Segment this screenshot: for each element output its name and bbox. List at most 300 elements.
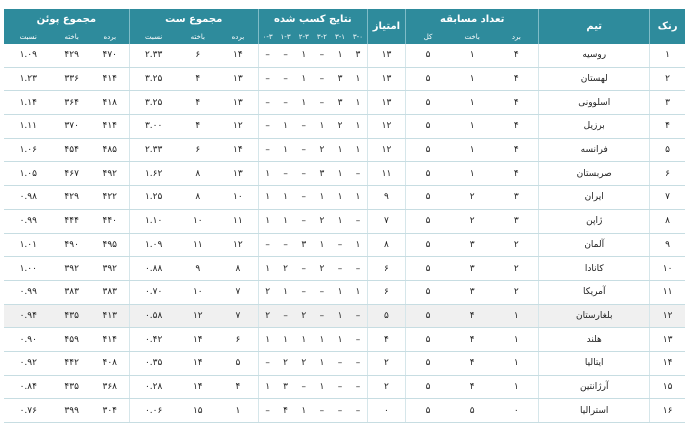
result-2-3-cell: – xyxy=(295,186,313,210)
standings-table xyxy=(4,9,685,423)
result-2-3-cell: – xyxy=(295,375,313,399)
result-3-2-cell: ۲ xyxy=(313,138,331,162)
wins-cell: ۱ xyxy=(494,351,538,375)
wins-cell: ۴ xyxy=(494,91,538,115)
header-pts-won: برده xyxy=(91,29,129,44)
losses-cell: ۱ xyxy=(450,91,494,115)
wins-cell: ۳ xyxy=(494,186,538,210)
team-cell: کانادا xyxy=(539,257,650,281)
result-3-2-cell: ۱ xyxy=(313,328,331,352)
sets-won-cell: ۱۰ xyxy=(218,186,258,210)
result-3-1-cell: ۱ xyxy=(331,44,349,67)
points-lost-cell: ۳۳۶ xyxy=(53,67,91,91)
team-cell: آلمان xyxy=(539,233,650,257)
result-3-1-cell: ۳ xyxy=(331,67,349,91)
points-won-cell: ۴۰۸ xyxy=(91,351,129,375)
result-3-1-cell: ۱ xyxy=(331,304,349,328)
total-cell: ۵ xyxy=(406,375,450,399)
rank-cell: ۱۳ xyxy=(650,328,685,352)
points-cell: ۱۳ xyxy=(367,67,405,91)
sets-won-cell: ۱۳ xyxy=(218,91,258,115)
points-cell: ۲ xyxy=(367,351,405,375)
wins-cell: ۴ xyxy=(494,115,538,139)
result-1-3-cell: ۱ xyxy=(277,138,295,162)
losses-cell: ۱ xyxy=(450,44,494,67)
result-0-3-cell: ۱ xyxy=(258,209,276,233)
result-3-2-cell: ۲ xyxy=(313,209,331,233)
result-3-2-cell: – xyxy=(313,67,331,91)
points-ratio-cell: ۱.۲۳ xyxy=(4,67,53,91)
result-3-0-cell: ۱ xyxy=(349,91,367,115)
result-3-0-cell: – xyxy=(349,399,367,423)
losses-cell: ۳ xyxy=(450,257,494,281)
sets-lost-cell: ۴ xyxy=(178,115,218,139)
result-0-3-cell: ۱ xyxy=(258,375,276,399)
sets-won-cell: ۴ xyxy=(218,375,258,399)
table-row xyxy=(4,328,685,352)
rank-cell: ۱۴ xyxy=(650,351,685,375)
team-cell: لهستان xyxy=(539,67,650,91)
sets-ratio-cell: ۲.۳۳ xyxy=(129,44,177,67)
points-cell: ۷ xyxy=(367,209,405,233)
result-0-3-cell: ۲ xyxy=(258,280,276,304)
result-0-3-cell: ۲ xyxy=(258,304,276,328)
sets-won-cell: ۱۳ xyxy=(218,162,258,186)
result-3-2-cell: – xyxy=(313,399,331,423)
result-2-3-cell: ۱ xyxy=(295,328,313,352)
result-1-3-cell: ۱ xyxy=(277,280,295,304)
team-cell: صربستان xyxy=(539,162,650,186)
header-pts: مجموع پوئن xyxy=(4,9,129,29)
result-3-1-cell: ۳ xyxy=(331,91,349,115)
points-cell: ۱۳ xyxy=(367,44,405,67)
sets-won-cell: ۸ xyxy=(218,257,258,281)
points-cell: ۰ xyxy=(367,399,405,423)
points-cell: ۱۳ xyxy=(367,91,405,115)
result-3-2-cell: ۲ xyxy=(313,257,331,281)
result-2-3-cell: – xyxy=(295,115,313,139)
result-3-2-cell: – xyxy=(313,280,331,304)
table-header xyxy=(4,9,685,44)
sets-ratio-cell: ۱.۰۹ xyxy=(129,233,177,257)
points-lost-cell: ۴۵۹ xyxy=(53,328,91,352)
result-3-2-cell: ۱ xyxy=(313,233,331,257)
losses-cell: ۳ xyxy=(450,233,494,257)
result-1-3-cell: ۳ xyxy=(277,375,295,399)
result-0-3-cell: – xyxy=(258,91,276,115)
result-3-1-cell: ۲ xyxy=(331,115,349,139)
points-ratio-cell: ۰.۸۴ xyxy=(4,375,53,399)
team-cell: آرژانتین xyxy=(539,375,650,399)
points-lost-cell: ۳۶۴ xyxy=(53,91,91,115)
result-3-1-cell: ۱ xyxy=(331,328,349,352)
result-3-0-cell: – xyxy=(349,304,367,328)
sets-won-cell: ۱۲ xyxy=(218,115,258,139)
team-cell: هلند xyxy=(539,328,650,352)
rank-cell: ۱۱ xyxy=(650,280,685,304)
sets-lost-cell: ۱۴ xyxy=(178,328,218,352)
result-0-3-cell: – xyxy=(258,115,276,139)
table-row xyxy=(4,257,685,281)
result-0-3-cell: – xyxy=(258,351,276,375)
sets-ratio-cell: ۰.۲۸ xyxy=(129,375,177,399)
header-r30: ۳-۰ xyxy=(349,29,367,44)
header-r31: ۳-۱ xyxy=(331,29,349,44)
table-row xyxy=(4,115,685,139)
header-win: برد xyxy=(494,29,538,44)
header-r03: ۰-۳ xyxy=(258,29,276,44)
points-won-cell: ۴۱۴ xyxy=(91,328,129,352)
rank-cell: ۱۲ xyxy=(650,304,685,328)
sets-lost-cell: ۴ xyxy=(178,67,218,91)
points-lost-cell: ۴۴۴ xyxy=(53,209,91,233)
result-0-3-cell: – xyxy=(258,138,276,162)
table-row xyxy=(4,67,685,91)
sets-ratio-cell: ۳.۰۰ xyxy=(129,115,177,139)
sets-won-cell: ۱۱ xyxy=(218,209,258,233)
points-cell: ۲ xyxy=(367,375,405,399)
result-2-3-cell: ۲ xyxy=(295,304,313,328)
result-3-1-cell: ۱ xyxy=(331,280,349,304)
points-ratio-cell: ۰.۹۴ xyxy=(4,304,53,328)
rank-cell: ۱۰ xyxy=(650,257,685,281)
total-cell: ۵ xyxy=(406,44,450,67)
table-row xyxy=(4,351,685,375)
table-row xyxy=(4,233,685,257)
total-cell: ۵ xyxy=(406,115,450,139)
team-cell: ایتالیا xyxy=(539,351,650,375)
sets-won-cell: ۱۲ xyxy=(218,233,258,257)
result-3-0-cell: ۳ xyxy=(349,44,367,67)
points-cell: ۹ xyxy=(367,186,405,210)
result-1-3-cell: – xyxy=(277,162,295,186)
header-pts-lost: باخته xyxy=(53,29,91,44)
header-results: نتایج کسب شده xyxy=(258,9,367,29)
sets-lost-cell: ۴ xyxy=(178,91,218,115)
wins-cell: ۴ xyxy=(494,67,538,91)
result-0-3-cell: ۱ xyxy=(258,328,276,352)
points-won-cell: ۴۱۴ xyxy=(91,115,129,139)
total-cell: ۵ xyxy=(406,351,450,375)
wins-cell: ۰ xyxy=(494,399,538,423)
result-3-1-cell: – xyxy=(331,399,349,423)
sets-lost-cell: ۹ xyxy=(178,257,218,281)
total-cell: ۵ xyxy=(406,280,450,304)
result-3-0-cell: ۱ xyxy=(349,67,367,91)
points-lost-cell: ۴۹۰ xyxy=(53,233,91,257)
points-won-cell: ۳۸۳ xyxy=(91,280,129,304)
header-sets-ratio: نسبت xyxy=(129,29,177,44)
rank-cell: ۲ xyxy=(650,67,685,91)
result-0-3-cell: ۱ xyxy=(258,186,276,210)
sets-won-cell: ۱۳ xyxy=(218,67,258,91)
result-1-3-cell: ۱ xyxy=(277,115,295,139)
header-points: امتیاز xyxy=(367,9,405,44)
result-1-3-cell: – xyxy=(277,304,295,328)
sets-lost-cell: ۸ xyxy=(178,186,218,210)
points-lost-cell: ۳۹۲ xyxy=(53,257,91,281)
points-cell: ۶ xyxy=(367,257,405,281)
rank-cell: ۸ xyxy=(650,209,685,233)
sets-ratio-cell: ۱.۱۰ xyxy=(129,209,177,233)
result-3-2-cell: – xyxy=(313,91,331,115)
result-3-0-cell: ۱ xyxy=(349,115,367,139)
standings-table-wrapper xyxy=(4,9,685,423)
points-ratio-cell: ۱.۰۰ xyxy=(4,257,53,281)
wins-cell: ۲ xyxy=(494,257,538,281)
result-2-3-cell: – xyxy=(295,280,313,304)
sets-ratio-cell: ۰.۳۵ xyxy=(129,351,177,375)
header-rank: رنک xyxy=(650,9,685,44)
points-ratio-cell: ۱.۱۴ xyxy=(4,91,53,115)
result-3-2-cell: ۱ xyxy=(313,351,331,375)
sets-lost-cell: ۸ xyxy=(178,162,218,186)
table-row xyxy=(4,375,685,399)
result-3-1-cell: – xyxy=(331,233,349,257)
wins-cell: ۲ xyxy=(494,280,538,304)
result-2-3-cell: ۱ xyxy=(295,399,313,423)
points-cell: ۴ xyxy=(367,328,405,352)
rank-cell: ۷ xyxy=(650,186,685,210)
losses-cell: ۱ xyxy=(450,138,494,162)
result-2-3-cell: ۲ xyxy=(295,351,313,375)
result-1-3-cell: ۲ xyxy=(277,351,295,375)
losses-cell: ۲ xyxy=(450,186,494,210)
result-0-3-cell: – xyxy=(258,67,276,91)
sets-lost-cell: ۶ xyxy=(178,138,218,162)
result-1-3-cell: ۲ xyxy=(277,257,295,281)
result-2-3-cell: – xyxy=(295,138,313,162)
sets-lost-cell: ۱۴ xyxy=(178,375,218,399)
losses-cell: ۴ xyxy=(450,375,494,399)
result-3-2-cell: ۱ xyxy=(313,375,331,399)
team-cell: ایران xyxy=(539,186,650,210)
points-lost-cell: ۴۳۵ xyxy=(53,304,91,328)
team-cell: آمریکا xyxy=(539,280,650,304)
sets-won-cell: ۵ xyxy=(218,351,258,375)
wins-cell: ۴ xyxy=(494,162,538,186)
result-0-3-cell: ۱ xyxy=(258,162,276,186)
total-cell: ۵ xyxy=(406,233,450,257)
header-pts-ratio: نسبت xyxy=(4,29,53,44)
result-3-2-cell: ۱ xyxy=(313,115,331,139)
team-cell: بلغارستان xyxy=(539,304,650,328)
rank-cell: ۶ xyxy=(650,162,685,186)
result-1-3-cell: ۱ xyxy=(277,328,295,352)
wins-cell: ۱ xyxy=(494,304,538,328)
result-3-2-cell: ۱ xyxy=(313,186,331,210)
result-0-3-cell: – xyxy=(258,44,276,67)
points-ratio-cell: ۰.۹۹ xyxy=(4,209,53,233)
points-lost-cell: ۴۵۴ xyxy=(53,138,91,162)
team-cell: استرالیا xyxy=(539,399,650,423)
wins-cell: ۱ xyxy=(494,328,538,352)
header-r32: ۳-۲ xyxy=(313,29,331,44)
team-cell: فرانسه xyxy=(539,138,650,162)
points-ratio-cell: ۰.۹۸ xyxy=(4,186,53,210)
result-3-1-cell: – xyxy=(331,351,349,375)
result-1-3-cell: – xyxy=(277,44,295,67)
points-lost-cell: ۳۸۳ xyxy=(53,280,91,304)
total-cell: ۵ xyxy=(406,328,450,352)
losses-cell: ۲ xyxy=(450,209,494,233)
losses-cell: ۳ xyxy=(450,280,494,304)
result-3-1-cell: – xyxy=(331,257,349,281)
points-won-cell: ۴۸۵ xyxy=(91,138,129,162)
result-3-2-cell: – xyxy=(313,304,331,328)
points-cell: ۱۱ xyxy=(367,162,405,186)
sets-won-cell: ۱۴ xyxy=(218,138,258,162)
rank-cell: ۹ xyxy=(650,233,685,257)
result-3-0-cell: – xyxy=(349,257,367,281)
header-matches: تعداد مسابقه xyxy=(406,9,539,29)
result-1-3-cell: – xyxy=(277,233,295,257)
team-cell: روسیه xyxy=(539,44,650,67)
table-row xyxy=(4,138,685,162)
losses-cell: ۴ xyxy=(450,304,494,328)
points-ratio-cell: ۰.۹۲ xyxy=(4,351,53,375)
total-cell: ۵ xyxy=(406,67,450,91)
points-ratio-cell: ۱.۰۱ xyxy=(4,233,53,257)
points-ratio-cell: ۱.۰۶ xyxy=(4,138,53,162)
points-lost-cell: ۴۲۹ xyxy=(53,186,91,210)
result-2-3-cell: ۳ xyxy=(295,233,313,257)
result-3-1-cell: ۱ xyxy=(331,186,349,210)
result-0-3-cell: ۱ xyxy=(258,257,276,281)
header-r23: ۲-۳ xyxy=(295,29,313,44)
header-sets-lost: باخته xyxy=(178,29,218,44)
result-3-0-cell: – xyxy=(349,209,367,233)
points-won-cell: ۳۹۲ xyxy=(91,257,129,281)
points-cell: ۸ xyxy=(367,233,405,257)
table-row xyxy=(4,186,685,210)
result-3-2-cell: – xyxy=(313,44,331,67)
table-row xyxy=(4,280,685,304)
points-won-cell: ۴۲۲ xyxy=(91,186,129,210)
points-lost-cell: ۴۲۹ xyxy=(53,44,91,67)
sets-ratio-cell: ۳.۲۵ xyxy=(129,91,177,115)
points-ratio-cell: ۰.۹۹ xyxy=(4,280,53,304)
result-1-3-cell: ۱ xyxy=(277,209,295,233)
result-3-1-cell: ۱ xyxy=(331,209,349,233)
sets-won-cell: ۶ xyxy=(218,328,258,352)
total-cell: ۵ xyxy=(406,304,450,328)
result-2-3-cell: ۱ xyxy=(295,44,313,67)
points-lost-cell: ۳۷۰ xyxy=(53,115,91,139)
team-cell: برزیل xyxy=(539,115,650,139)
points-lost-cell: ۴۴۲ xyxy=(53,351,91,375)
points-ratio-cell: ۱.۰۹ xyxy=(4,44,53,67)
rank-cell: ۱۵ xyxy=(650,375,685,399)
team-cell: اسلوونی xyxy=(539,91,650,115)
points-lost-cell: ۳۹۹ xyxy=(53,399,91,423)
points-cell: ۵ xyxy=(367,304,405,328)
sets-ratio-cell: ۰.۸۸ xyxy=(129,257,177,281)
sets-ratio-cell: ۱.۲۵ xyxy=(129,186,177,210)
points-ratio-cell: ۱.۱۱ xyxy=(4,115,53,139)
losses-cell: ۱ xyxy=(450,162,494,186)
result-3-0-cell: – xyxy=(349,328,367,352)
total-cell: ۵ xyxy=(406,91,450,115)
sets-lost-cell: ۶ xyxy=(178,44,218,67)
total-cell: ۵ xyxy=(406,138,450,162)
points-lost-cell: ۴۳۵ xyxy=(53,375,91,399)
result-3-0-cell: – xyxy=(349,162,367,186)
points-cell: ۶ xyxy=(367,280,405,304)
wins-cell: ۱ xyxy=(494,375,538,399)
result-3-1-cell: ۱ xyxy=(331,162,349,186)
points-lost-cell: ۴۶۷ xyxy=(53,162,91,186)
rank-cell: ۳ xyxy=(650,91,685,115)
sets-won-cell: ۷ xyxy=(218,304,258,328)
table-row xyxy=(4,162,685,186)
header-team: تیم xyxy=(539,9,650,44)
result-1-3-cell: ۱ xyxy=(277,186,295,210)
header-total: کل xyxy=(406,29,450,44)
total-cell: ۵ xyxy=(406,257,450,281)
header-sets: مجموع ست xyxy=(129,9,258,29)
total-cell: ۵ xyxy=(406,209,450,233)
sets-won-cell: ۱۴ xyxy=(218,44,258,67)
table-body xyxy=(4,44,685,423)
rank-cell: ۴ xyxy=(650,115,685,139)
result-0-3-cell: – xyxy=(258,399,276,423)
points-cell: ۱۲ xyxy=(367,115,405,139)
points-ratio-cell: ۰.۹۰ xyxy=(4,328,53,352)
result-3-0-cell: ۱ xyxy=(349,280,367,304)
table-row xyxy=(4,209,685,233)
result-0-3-cell: – xyxy=(258,233,276,257)
wins-cell: ۳ xyxy=(494,209,538,233)
sets-lost-cell: ۱۴ xyxy=(178,351,218,375)
points-cell: ۱۲ xyxy=(367,138,405,162)
sets-lost-cell: ۱۰ xyxy=(178,209,218,233)
result-2-3-cell: – xyxy=(295,209,313,233)
result-3-2-cell: ۳ xyxy=(313,162,331,186)
points-won-cell: ۴۱۸ xyxy=(91,91,129,115)
losses-cell: ۱ xyxy=(450,67,494,91)
losses-cell: ۴ xyxy=(450,351,494,375)
result-2-3-cell: ۱ xyxy=(295,67,313,91)
result-1-3-cell: – xyxy=(277,91,295,115)
total-cell: ۵ xyxy=(406,186,450,210)
result-3-1-cell: ۱ xyxy=(331,138,349,162)
result-2-3-cell: ۱ xyxy=(295,91,313,115)
losses-cell: ۵ xyxy=(450,399,494,423)
result-2-3-cell: – xyxy=(295,257,313,281)
sets-lost-cell: ۱۵ xyxy=(178,399,218,423)
result-3-0-cell: – xyxy=(349,351,367,375)
points-won-cell: ۴۹۵ xyxy=(91,233,129,257)
table-row xyxy=(4,91,685,115)
losses-cell: ۴ xyxy=(450,328,494,352)
result-3-0-cell: ۱ xyxy=(349,233,367,257)
result-1-3-cell: ۴ xyxy=(277,399,295,423)
header-loss: باخت xyxy=(450,29,494,44)
points-won-cell: ۳۶۸ xyxy=(91,375,129,399)
sets-won-cell: ۱ xyxy=(218,399,258,423)
team-cell: ژاپن xyxy=(539,209,650,233)
result-3-0-cell: – xyxy=(349,375,367,399)
result-2-3-cell: – xyxy=(295,162,313,186)
sets-ratio-cell: ۱.۶۲ xyxy=(129,162,177,186)
rank-cell: ۱۶ xyxy=(650,399,685,423)
sets-ratio-cell: ۰.۵۸ xyxy=(129,304,177,328)
sets-ratio-cell: ۲.۳۳ xyxy=(129,138,177,162)
sets-won-cell: ۷ xyxy=(218,280,258,304)
result-3-0-cell: ۱ xyxy=(349,186,367,210)
rank-cell: ۵ xyxy=(650,138,685,162)
